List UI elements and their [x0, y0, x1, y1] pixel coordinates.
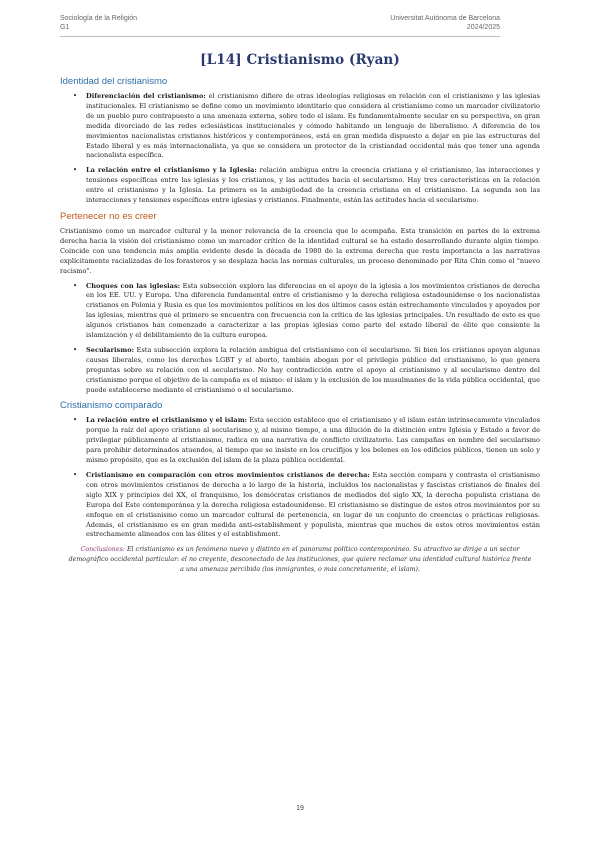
item-label: Choques con las iglesias:	[86, 281, 181, 290]
item-label: La relación entre el cristianismo y la Iglesia:	[86, 166, 257, 175]
item-text: Esta subsección explora las diferencias en el apoyo de la iglesia a los movimientos cristianos de derecha en los EE. UU. y Europa. Una diferencia fundamental entre el cristianismo y la derecha religiosa estadounidense o los nacionalistas cristianos en Polonia y Rusia es que los movimientos políticos en los dos últimos casos están estrechamente vinculados y apoyados por las iglesias, mientras que el primero se encuentra con frecuencia con la crítica de las iglesias principales. Un resultado de esto es que algunos cristianos han comenzado a caracterizar a las propias iglesias como parte del estado liberal de élite que consiente la islamización y el debilitamiento de la cultura europea.	[86, 281, 540, 340]
list-item	[60, 282, 540, 341]
bullet-icon: •	[73, 416, 78, 425]
conclusion-label: Conclusiones:	[80, 546, 125, 554]
item-text: el cristianismo difiere de otras ideologías religiosas en relación con el cristianismo y las iglesias institucionales. El cristianismo se define como un movimiento identitario que considera al cristianismo como un marcador civilizatorio de un pueblo puro contrapuesto a una amenaza externa, sobre todo el islam. Es fundamentalmente secular en su perspectiva, en gran medida divorciado de las redes eclesiásticas institucionales y cómodo habitando un lenguaje de liberalismo. A diferencia de los movimientos nacionalistas cristianos históricos y contemporáneos, está en gran medida dispuesto a dejar en pie las estructuras del Estado liberal y es más internacionalista, ya que se considera un protector de la cristiandad occidental más que tener una agenda nacionalista específica.	[86, 92, 540, 160]
item-text: relación ambigua entre la creencia cristiana y el cristianismo, las interacciones y tensiones específicas entre las iglesias y los cristianos, y las actitudes hacia el secularismo. Hay tres características en la relación entre el cristianismo y la Iglesia. La primera es la ambigüedad de la creencia cristiana en el cristianismo. La segunda son las interacciones y tensiones específicas entre iglesias y cristianos. Finalmente, están las actitudes hacia el secularismo.	[86, 166, 540, 205]
pertenecer-list	[60, 282, 540, 396]
comparado-list	[60, 416, 540, 540]
section-heading-pertenecer: Pertenecer no es creer	[60, 210, 157, 222]
bullet-icon: •	[73, 166, 78, 175]
course-name: Sociología de la Religión	[60, 15, 138, 22]
pertenecer-intro: Cristianismo como un marcador cultural y la menor relevancia de la creencia que lo acompaña. Esta transición en partes de la extrema derecha hacia la visión del cristianismo como un marcador crítico de la identidad cultural se ha estado desarrollando durante algún tiempo. Coincide con una tendencia más amplia evidente desde la década de 1980 de la extrema derecha que resta importancia a las narrativas explícitamente racializadas de los forasteros y se desplaza hacia las normas culturales, un proceso denominado por Rita Chin como el "nuevo racismo".	[60, 226, 540, 275]
conclusion-text: El cristianismo es un fenómeno nuevo y distinto en el panorama político contemporáneo. Su atractivo se dirige a un sector demográfico occidental particular: el no creyente, desconectado de las instituciones, que quiere reclamar una identidad cultural histórica frente a una amenaza percibida (los inmigrantes, o más concretamente, el islam).	[68, 546, 532, 574]
item-text: Esta sección compara y contrasta el cristianismo con otros movimientos cristianos de derecha a lo largo de la historia, incluidos los nacionalistas y fascistas cristianos de finales del siglo XIX y principios del XX, el franquismo, los demócratas cristianos de mediados del siglo XX, la derecha populista cristiana de Europa del Este contemporánea y la derecha religiosa estadounidense. El cristianismo se distingue de estos otros movimientos por su enfoque en el cristianismo como un marcador cultural de pertenencia, en lugar de un conjunto de creencias o prácticas religiosas. Además, el cristianismo es en gran medida anti-establishment y populista, mientras que muchos de estos otros movimientos están estrechamente alineados con las élites y el establishment.	[86, 471, 540, 539]
bullet-icon: •	[73, 281, 78, 290]
list-item	[60, 346, 540, 396]
item-label: Secularismo:	[86, 345, 135, 354]
bullet-icon: •	[73, 345, 78, 354]
academic-year: 2024/2025	[466, 24, 500, 31]
main-content	[60, 52, 540, 582]
university-name: Universitat Autònoma de Barcelona	[390, 15, 500, 22]
bullet-icon: •	[73, 471, 78, 479]
item-text: Esta subsección explora la relación ambigua del cristianismo con el secularismo. Si bien los cristianos apoyan algunas causas liberales, como los derechos LGBT y el aborto, también abogan por el privilegio público del cristianismo, lo que genera preguntas sobre su relación con el secularismo. No hay contradicción entre el apoyo al cristianismo y al secularismo dentro del cristianismo porque el objetivo de la campaña es el mismo: el islam y la exclusión de los musulmanes de la vida pública occidental, que puede establecerse mediante el cristianismo o el secularismo.	[86, 345, 540, 394]
item-label: Cristianismo en comparación con otros movimientos cristianos de derecha:	[86, 471, 370, 479]
conclusion	[60, 545, 540, 575]
list-item	[60, 92, 540, 161]
item-label: Diferenciación del cristianismo:	[86, 92, 206, 100]
header-divider	[60, 36, 500, 37]
list-item	[60, 166, 540, 206]
bullet-icon: •	[73, 92, 78, 100]
header-left	[60, 14, 137, 32]
identidad-list	[60, 92, 540, 206]
section-heading-identidad: Identidad del cristianismo	[60, 76, 168, 87]
list-item	[60, 416, 540, 466]
item-label: La relación entre el cristianismo y el islam:	[86, 416, 248, 425]
item-text: Esta sección establece que el cristianismo y el islam están intrínsecamente vinculados porque la raíz del apoyo cristiano al secularismo y, al mismo tiempo, a una dilución de la distinción entre Iglesia y Estado a favor de privilegiar públicamente al cristianismo, radica en una narrativa de conflicto civilizatorio. Las campañas en nombre del secularismo para prohibir determinados atuendos, al tiempo que se insiste en los crucifijos y los belenes en los edificios públicos, tienen un solo y mismo propósito, que es la exclusión del islam de la plaza pública occidental.	[86, 416, 540, 465]
page-title: [L14] Cristianismo (Ryan)	[200, 52, 400, 68]
group-label: G1	[60, 24, 70, 31]
section-heading-comparado: Cristianismo comparado	[60, 400, 163, 412]
page-number: 19	[296, 805, 304, 812]
header-right	[390, 14, 500, 32]
list-item	[60, 471, 540, 540]
